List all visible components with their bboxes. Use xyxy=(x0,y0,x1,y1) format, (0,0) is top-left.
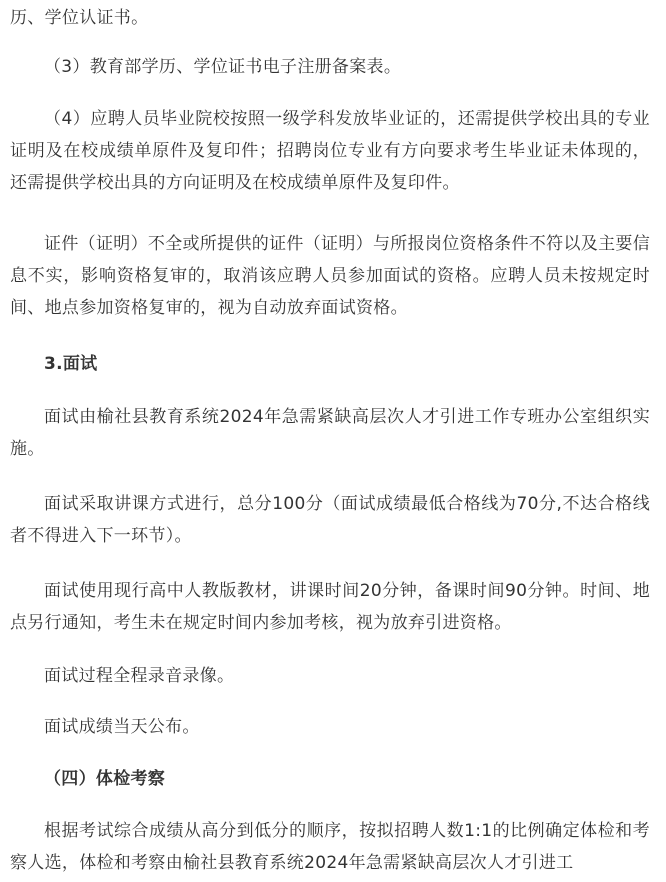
paragraph-interview-organizer: 面试由榆社县教育系统2024年急需紧缺高层次人才引进工作专班办公室组织实施。 xyxy=(10,407,650,459)
paragraph-physical-exam: 根据考试综合成绩从高分到低分的顺序，按拟招聘人数1:1的比例确定体检和考察人选，体检和考察由榆社县教育系统2024年急需紧缺高层次人才引进工 xyxy=(10,821,650,873)
section-heading-physical-exam-text: （四）体检考察 xyxy=(44,769,166,789)
paragraph-interview-recording: 面试过程全程录音录像。 xyxy=(44,666,235,686)
paragraph-cert-continuation: 历、学位认证书。 xyxy=(10,8,149,28)
paragraph-certificate-requirements: 证件（证明）不全或所提供的证件（证明）与所报岗位资格条件不符以及主要信息不实，影响资格复审的，取消该应聘人员参加面试的资格。应聘人员未按规定时间、地点参加资格复审的，视为自动放弃面试资格。 xyxy=(10,234,650,318)
section-heading-physical-exam xyxy=(10,763,650,795)
paragraph-item-3: （3）教育部学历、学位证书电子注册备案表。 xyxy=(44,57,402,77)
paragraph-interview-method: 面试采取讲课方式进行，总分100分（面试成绩最低合格线为70分,不达合格线者不得进入下一环节）。 xyxy=(10,494,650,546)
paragraph-interview-materials: 面试使用现行高中人教版教材，讲课时间20分钟，备课时间90分钟。时间、地点另行通知，考生未在规定时间内参加考核，视为放弃引进资格。 xyxy=(10,581,650,633)
paragraph-item-4: （4）应聘人员毕业院校按照一级学科发放毕业证的，还需提供学校出具的专业证明及在校成绩单原件及复印件；招聘岗位专业有方向要求考生毕业证未体现的，还需提供学校出具的方向证明及在校成绩单原件及复印件。 xyxy=(10,109,650,193)
section-heading-interview-text: 3.面试 xyxy=(44,354,98,374)
paragraph-interview-results: 面试成绩当天公布。 xyxy=(44,717,200,737)
section-heading-interview xyxy=(10,348,650,380)
